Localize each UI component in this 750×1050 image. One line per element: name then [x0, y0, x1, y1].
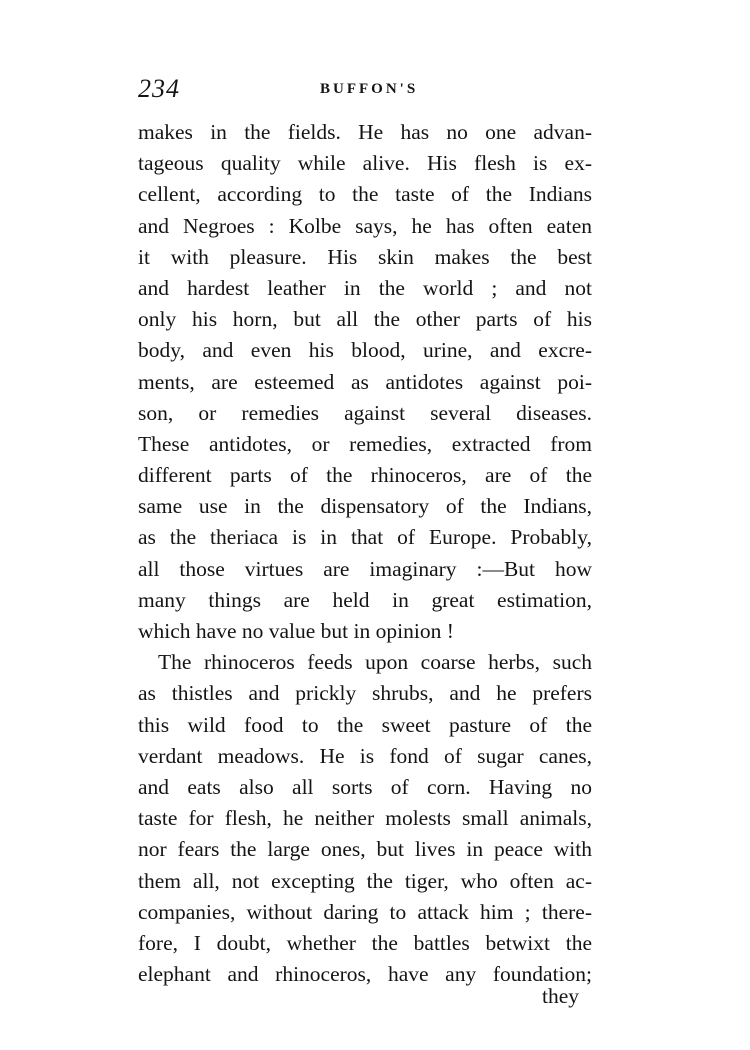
text-line: cellent, according to the taste of the Indians: [138, 182, 592, 207]
text-line: only his horn, but all the other parts of his: [138, 307, 592, 332]
text-line: and Negroes : Kolbe says, he has often eaten: [138, 213, 592, 238]
text-line: which have no value but in opinion !: [138, 619, 454, 643]
text-line: verdant meadows. He is fond of sugar canes,: [138, 743, 592, 768]
paragraph-1: [138, 117, 592, 647]
text-line: nor fears the large ones, but lives in peace with: [138, 837, 592, 862]
text-line: and eats also all sorts of corn. Having no: [138, 774, 592, 799]
text-line: many things are held in great estimation,: [138, 587, 592, 612]
text-line: different parts of the rhinoceros, are of the: [138, 463, 592, 488]
text-line: fore, I doubt, whether the battles betwixt the: [138, 930, 592, 955]
body-text: [138, 117, 592, 990]
text-line: taste for flesh, he neither molests small animals,: [138, 806, 592, 831]
text-line: all those virtues are imaginary :—But how: [138, 556, 592, 581]
text-line: ments, are esteemed as antidotes against poi-: [138, 369, 592, 394]
running-head: [138, 72, 594, 106]
text-line: makes in the fields. He has no one advan-: [138, 120, 592, 144]
text-line: and hardest leather in the world ; and not: [138, 275, 592, 300]
page-number: 234: [138, 74, 180, 103]
text-line: The rhinoceros feeds upon coarse herbs, such: [158, 650, 592, 675]
text-line: These antidotes, or remedies, extracted from: [138, 431, 592, 456]
text-line: tageous quality while alive. His flesh is ex-: [138, 151, 592, 176]
text-line: same use in the dispensatory of the Indians,: [138, 494, 592, 519]
text-line: it with pleasure. His skin makes the best: [138, 244, 592, 269]
text-line: them all, not excepting the tiger, who often ac-: [138, 868, 592, 893]
paragraph-2: [138, 647, 592, 990]
text-line: elephant and rhinoceros, have any foundation;: [138, 962, 592, 987]
text-line: body, and even his blood, urine, and excre-: [138, 338, 592, 363]
text-line: companies, without daring to attack him ; there-: [138, 899, 592, 924]
text-line: as thistles and prickly shrubs, and he prefers: [138, 681, 592, 706]
running-title: BUFFON'S: [320, 81, 419, 97]
text-line: this wild food to the sweet pasture of the: [138, 712, 592, 737]
text-line: as the theriaca is in that of Europe. Probably,: [138, 525, 592, 550]
catchword: they: [542, 984, 580, 1008]
text-line: son, or remedies against several diseases.: [138, 400, 592, 425]
